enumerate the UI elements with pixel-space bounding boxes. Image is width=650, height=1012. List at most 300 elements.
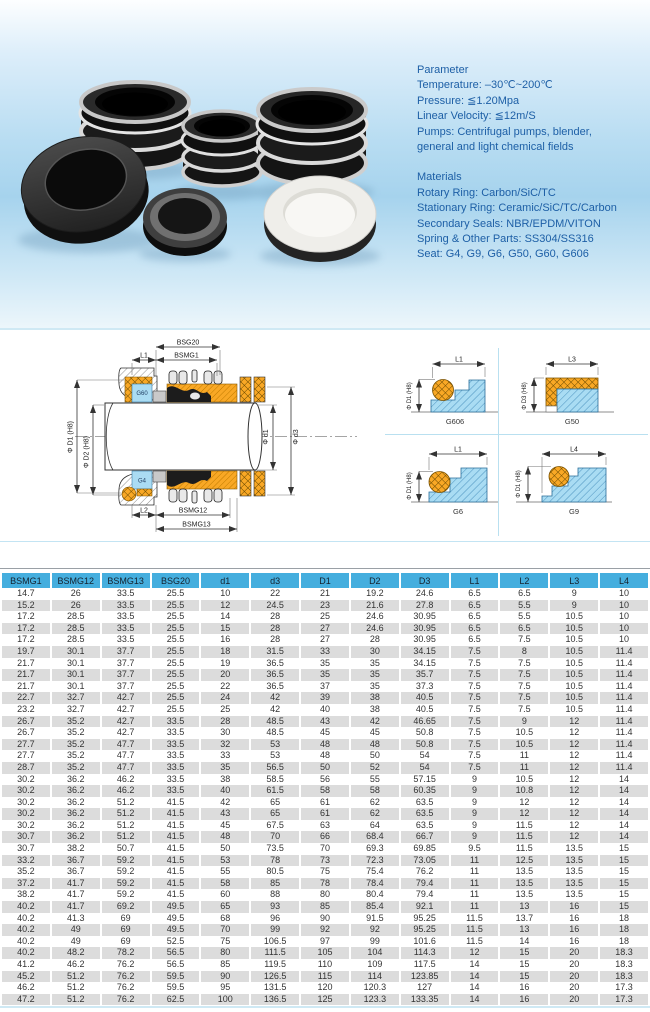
- table-cell: 19.2: [351, 588, 399, 600]
- table-cell: 30.1: [52, 669, 100, 681]
- table-cell: 60.35: [401, 785, 449, 797]
- table-cell: 88: [251, 889, 299, 901]
- table-cell: 36.7: [52, 855, 100, 867]
- small-seat-ring: [143, 188, 227, 256]
- table-cell: 26.7: [2, 727, 50, 739]
- dimension-table-wrap: [0, 573, 650, 1005]
- table-cell: 14: [451, 982, 499, 994]
- table-cell: 51.2: [102, 831, 150, 843]
- table-cell: 28.7: [2, 762, 50, 774]
- table-cell: 11: [451, 878, 499, 890]
- table-cell: 23: [301, 600, 349, 612]
- table-cell: 58: [201, 878, 249, 890]
- table-cell: 33.5: [102, 588, 150, 600]
- table-row: [2, 889, 648, 901]
- materials-line: Seat: G4, G9, G6, G50, G60, G606: [417, 248, 589, 261]
- detail-left-dim: Φ D1 (H8): [407, 472, 413, 500]
- table-cell: 46.65: [401, 716, 449, 728]
- table-row: [2, 634, 648, 646]
- bellows-seal-middle: [182, 111, 262, 186]
- table-cell: 96: [251, 913, 299, 925]
- hero-section: [0, 0, 650, 328]
- detail-name: G6: [452, 507, 464, 516]
- table-cell: 42.7: [102, 704, 150, 716]
- table-cell: 35: [351, 681, 399, 693]
- table-cell: 48: [351, 739, 399, 751]
- table-cell: 20: [201, 669, 249, 681]
- column-header: d3: [251, 573, 299, 588]
- table-cell: 10.5: [550, 669, 598, 681]
- table-cell: 17.3: [600, 994, 648, 1006]
- table-cell: 6.5: [500, 588, 548, 600]
- table-cell: 41.5: [152, 820, 200, 832]
- table-cell: 14: [600, 774, 648, 786]
- table-row: [2, 600, 648, 612]
- column-header: BSMG1: [2, 573, 50, 588]
- table-row: [2, 878, 648, 890]
- table-cell: 54: [401, 762, 449, 774]
- table-cell: 115: [301, 971, 349, 983]
- table-cell: 15: [500, 971, 548, 983]
- table-cell: 7.5: [451, 669, 499, 681]
- materials-title: Materials: [417, 171, 462, 184]
- table-cell: 16: [550, 901, 598, 913]
- table-cell: 76.2: [401, 866, 449, 878]
- table-cell: 56.5: [251, 762, 299, 774]
- table-cell: 40.2: [2, 913, 50, 925]
- table-cell: 41.3: [52, 913, 100, 925]
- table-cell: 47.7: [102, 762, 150, 774]
- table-cell: 42: [251, 692, 299, 704]
- table-cell: 7.5: [451, 716, 499, 728]
- table-cell: 33.5: [152, 750, 200, 762]
- table-cell: 23.2: [2, 704, 50, 716]
- table-cell: 58: [351, 785, 399, 797]
- table-cell: 75.4: [351, 866, 399, 878]
- table-cell: 22: [201, 681, 249, 693]
- table-cell: 46.2: [52, 959, 100, 971]
- table-cell: 73.5: [251, 843, 299, 855]
- table-cell: 10.5: [550, 646, 598, 658]
- table-cell: 21.7: [2, 681, 50, 693]
- table-cell: 51.2: [102, 820, 150, 832]
- table-cell: 24: [201, 692, 249, 704]
- table-cell: 9: [451, 785, 499, 797]
- detail-name: G606: [445, 417, 465, 426]
- seat-label-g4: G4: [137, 478, 147, 485]
- table-cell: 105: [301, 947, 349, 959]
- table-cell: 48: [301, 739, 349, 751]
- table-cell: 117.5: [401, 959, 449, 971]
- column-header: D1: [301, 573, 349, 588]
- table-cell: 131.5: [251, 982, 299, 994]
- table-cell: 78.2: [102, 947, 150, 959]
- table-cell: 28.5: [52, 623, 100, 635]
- table-cell: 50.8: [401, 727, 449, 739]
- table-cell: 64: [351, 820, 399, 832]
- table-cell: 7.5: [500, 669, 548, 681]
- table-cell: 10.5: [500, 727, 548, 739]
- table-cell: 39: [301, 692, 349, 704]
- table-cell: 15: [600, 843, 648, 855]
- table-cell: 47.7: [102, 750, 150, 762]
- table-cell: 33.5: [152, 716, 200, 728]
- table-cell: 30.2: [2, 774, 50, 786]
- table-cell: 7.5: [500, 634, 548, 646]
- table-cell: 13.5: [550, 843, 598, 855]
- table-row: [2, 588, 648, 600]
- parameter-title: Parameter: [417, 64, 469, 76]
- table-row: [2, 808, 648, 820]
- table-row: [2, 797, 648, 809]
- table-cell: 45: [351, 727, 399, 739]
- table-row: [2, 750, 648, 762]
- table-cell: 52.5: [152, 936, 200, 948]
- table-cell: 41.2: [2, 959, 50, 971]
- table-cell: 69: [102, 924, 150, 936]
- table-cell: 15: [600, 878, 648, 890]
- table-cell: 27.8: [401, 600, 449, 612]
- table-cell: 46.2: [102, 785, 150, 797]
- table-cell: 35: [301, 669, 349, 681]
- table-cell: 18: [600, 913, 648, 925]
- table-cell: 30.2: [2, 820, 50, 832]
- table-cell: 19: [201, 658, 249, 670]
- table-cell: 20: [550, 994, 598, 1006]
- detail-left-dim: Φ D1 (H8): [407, 382, 413, 410]
- table-cell: 41.5: [152, 831, 200, 843]
- table-cell: 35.2: [52, 750, 100, 762]
- table-row: [2, 669, 648, 681]
- table-cell: 25.5: [152, 658, 200, 670]
- table-cell: 51.2: [52, 982, 100, 994]
- table-cell: 120: [301, 982, 349, 994]
- table-row: [2, 959, 648, 971]
- table-cell: 7.5: [451, 727, 499, 739]
- table-cell: 12: [451, 947, 499, 959]
- table-cell: 49.5: [152, 913, 200, 925]
- table-cell: 16: [550, 913, 598, 925]
- table-cell: 41.7: [52, 901, 100, 913]
- table-cell: 73: [301, 855, 349, 867]
- table-cell: 10.5: [550, 692, 598, 704]
- table-cell: 7.5: [500, 692, 548, 704]
- table-cell: 69.3: [351, 843, 399, 855]
- table-cell: 41.5: [152, 808, 200, 820]
- table-cell: 18.3: [600, 959, 648, 971]
- table-cell: 20: [550, 959, 598, 971]
- table-cell: 10: [600, 588, 648, 600]
- table-cell: 10.5: [500, 739, 548, 751]
- table-body: [2, 588, 648, 1005]
- table-cell: 30.7: [2, 843, 50, 855]
- table-cell: 12: [550, 820, 598, 832]
- section-divider: [0, 541, 650, 542]
- table-cell: 53: [251, 739, 299, 751]
- table-cell: 66: [301, 831, 349, 843]
- table-cell: 11.4: [600, 716, 648, 728]
- table-cell: 41.5: [152, 866, 200, 878]
- table-cell: 35: [351, 658, 399, 670]
- table-cell: 62.5: [152, 994, 200, 1006]
- table-cell: 57.15: [401, 774, 449, 786]
- table-cell: 18: [600, 924, 648, 936]
- table-cell: 25: [301, 611, 349, 623]
- table-cell: 28.5: [52, 634, 100, 646]
- table-cell: 37.7: [102, 646, 150, 658]
- table-cell: 11: [451, 889, 499, 901]
- table-cell: 40.2: [2, 947, 50, 959]
- materials-line: Spring & Other Parts: SS304/SS316: [417, 233, 594, 246]
- table-cell: 99: [251, 924, 299, 936]
- table-cell: 14: [600, 785, 648, 797]
- table-cell: 10.8: [500, 785, 548, 797]
- table-row: [2, 994, 648, 1006]
- table-cell: 13.5: [550, 889, 598, 901]
- table-cell: 12.5: [500, 855, 548, 867]
- table-cell: 7.5: [451, 762, 499, 774]
- table-cell: 75: [201, 936, 249, 948]
- table-cell: 35.2: [52, 739, 100, 751]
- column-header: D2: [351, 573, 399, 588]
- table-row: [2, 843, 648, 855]
- table-cell: 6.5: [451, 611, 499, 623]
- table-cell: 76.2: [102, 994, 150, 1006]
- table-cell: 75: [301, 866, 349, 878]
- table-cell: 14.7: [2, 588, 50, 600]
- table-cell: 80.5: [251, 866, 299, 878]
- dim-bsmg12: BSMG12: [178, 507, 208, 515]
- table-cell: 14: [600, 808, 648, 820]
- table-cell: 59.5: [152, 982, 200, 994]
- table-cell: 7.5: [451, 692, 499, 704]
- table-top-rule: [0, 568, 650, 569]
- table-cell: 51.2: [102, 797, 150, 809]
- table-cell: 11: [500, 750, 548, 762]
- table-cell: 38: [201, 774, 249, 786]
- table-cell: 25.5: [152, 588, 200, 600]
- table-cell: 95: [201, 982, 249, 994]
- table-cell: 26: [52, 600, 100, 612]
- table-cell: 21.7: [2, 658, 50, 670]
- table-cell: 69: [102, 936, 150, 948]
- table-cell: 33: [201, 750, 249, 762]
- table-cell: 24.5: [251, 600, 299, 612]
- table-cell: 45.2: [2, 971, 50, 983]
- table-cell: 25.5: [152, 623, 200, 635]
- table-cell: 55: [201, 866, 249, 878]
- table-cell: 36.5: [251, 669, 299, 681]
- table-cell: 22.7: [2, 692, 50, 704]
- table-row: [2, 924, 648, 936]
- table-cell: 25.5: [152, 669, 200, 681]
- table-cell: 49.5: [152, 924, 200, 936]
- table-cell: 24.6: [401, 588, 449, 600]
- table-cell: 11.5: [451, 924, 499, 936]
- table-cell: 27: [301, 623, 349, 635]
- table-cell: 7.5: [451, 658, 499, 670]
- table-cell: 13.5: [500, 866, 548, 878]
- bottom-rule: [0, 1006, 650, 1008]
- table-cell: 99: [351, 936, 399, 948]
- table-cell: 35.2: [52, 727, 100, 739]
- shaft: [105, 403, 262, 470]
- table-cell: 42: [201, 797, 249, 809]
- table-cell: 28: [251, 623, 299, 635]
- table-cell: 9: [451, 820, 499, 832]
- table-cell: 63.5: [401, 797, 449, 809]
- table-cell: 15: [500, 947, 548, 959]
- table-cell: 69.2: [102, 901, 150, 913]
- table-cell: 70: [201, 924, 249, 936]
- table-cell: 6.5: [451, 588, 499, 600]
- table-cell: 10: [600, 611, 648, 623]
- table-cell: 34.15: [401, 646, 449, 658]
- table-cell: 13.5: [550, 855, 598, 867]
- table-cell: 62: [351, 808, 399, 820]
- table-cell: 50.7: [102, 843, 150, 855]
- table-cell: 32.7: [52, 704, 100, 716]
- parameter-line: Pressure: ≦1.20Mpa: [417, 94, 520, 107]
- table-cell: 70: [251, 831, 299, 843]
- parameter-lines: [417, 78, 645, 155]
- table-row: [2, 727, 648, 739]
- table-cell: 35.2: [52, 762, 100, 774]
- table-cell: 16: [500, 982, 548, 994]
- detail-grid-horizontal-divider: [385, 434, 648, 435]
- table-row: [2, 913, 648, 925]
- table-cell: 55: [351, 774, 399, 786]
- table-cell: 59.2: [102, 878, 150, 890]
- table-cell: 37.7: [102, 658, 150, 670]
- column-header: L1: [451, 573, 499, 588]
- dim-phi-d2: Φ D2 (H8): [83, 435, 91, 469]
- table-cell: 40.5: [401, 692, 449, 704]
- table-cell: 36.2: [52, 820, 100, 832]
- table-cell: 33.5: [152, 762, 200, 774]
- table-cell: 76.2: [102, 982, 150, 994]
- table-cell: 59.2: [102, 889, 150, 901]
- table-cell: 41.7: [52, 878, 100, 890]
- dimension-table: [0, 573, 650, 1005]
- table-cell: 12: [550, 750, 598, 762]
- table-cell: 63.5: [401, 820, 449, 832]
- table-cell: 25: [201, 704, 249, 716]
- table-cell: 36.2: [52, 808, 100, 820]
- table-row: [2, 855, 648, 867]
- materials-lines: [417, 186, 645, 263]
- table-cell: 9: [550, 600, 598, 612]
- table-cell: 33.5: [152, 739, 200, 751]
- table-cell: 59.5: [152, 971, 200, 983]
- table-cell: 106.5: [251, 936, 299, 948]
- detail-drawing-g6: [403, 440, 503, 524]
- materials-line: Rotary Ring: Carbon/SiC/TC: [417, 186, 556, 199]
- table-cell: 42: [351, 716, 399, 728]
- table-cell: 59.2: [102, 866, 150, 878]
- table-cell: 11.4: [600, 692, 648, 704]
- table-cell: 15.2: [2, 600, 50, 612]
- table-cell: 78: [251, 855, 299, 867]
- table-cell: 33.5: [102, 634, 150, 646]
- info-gap: [417, 155, 645, 170]
- materials-block: [417, 170, 645, 262]
- table-row: [2, 716, 648, 728]
- table-cell: 42: [251, 704, 299, 716]
- table-cell: 123.3: [351, 994, 399, 1006]
- table-cell: 6.5: [500, 623, 548, 635]
- table-cell: 69.85: [401, 843, 449, 855]
- table-cell: 14: [451, 994, 499, 1006]
- detail-left-dim: Φ D3 (H8): [522, 382, 528, 410]
- table-cell: 49: [52, 924, 100, 936]
- table-cell: 51.2: [102, 808, 150, 820]
- table-cell: 95.25: [401, 913, 449, 925]
- table-cell: 33.5: [152, 727, 200, 739]
- table-cell: 12: [201, 600, 249, 612]
- table-cell: 9: [451, 831, 499, 843]
- table-row: [2, 820, 648, 832]
- table-cell: 72.3: [351, 855, 399, 867]
- table-cell: 25.5: [152, 634, 200, 646]
- table-cell: 50: [351, 750, 399, 762]
- table-cell: 65: [201, 901, 249, 913]
- table-cell: 76.2: [102, 971, 150, 983]
- table-cell: 18.3: [600, 947, 648, 959]
- table-cell: 21.6: [351, 600, 399, 612]
- table-cell: 49.5: [152, 901, 200, 913]
- table-cell: 24.6: [351, 623, 399, 635]
- table-row: [2, 774, 648, 786]
- table-cell: 32: [201, 739, 249, 751]
- table-cell: 33.2: [2, 855, 50, 867]
- table-cell: 12: [550, 808, 598, 820]
- table-cell: 9: [451, 797, 499, 809]
- table-cell: 50: [201, 843, 249, 855]
- table-cell: 48.5: [251, 727, 299, 739]
- table-cell: 10.5: [550, 658, 598, 670]
- column-header: L3: [550, 573, 598, 588]
- detail-name: G9: [568, 507, 580, 516]
- table-cell: 12: [550, 762, 598, 774]
- table-row: [2, 866, 648, 878]
- table-cell: 48: [301, 750, 349, 762]
- table-cell: 16: [500, 994, 548, 1006]
- table-cell: 41.5: [152, 889, 200, 901]
- table-cell: 40: [201, 785, 249, 797]
- table-cell: 30.95: [401, 634, 449, 646]
- table-cell: 16: [550, 936, 598, 948]
- table-cell: 41.7: [52, 889, 100, 901]
- table-cell: 11.5: [500, 831, 548, 843]
- table-cell: 31.5: [251, 646, 299, 658]
- ceramic-ring: [264, 176, 376, 262]
- table-cell: 40: [301, 704, 349, 716]
- table-cell: 20: [550, 982, 598, 994]
- table-cell: 38: [351, 692, 399, 704]
- detail-left-dim: Φ D1 (H8): [516, 470, 522, 498]
- table-cell: 65: [251, 808, 299, 820]
- table-cell: 10.5: [550, 704, 598, 716]
- table-row: [2, 739, 648, 751]
- table-row: [2, 901, 648, 913]
- table-cell: 25.5: [152, 681, 200, 693]
- table-cell: 56: [301, 774, 349, 786]
- table-cell: 11.4: [600, 658, 648, 670]
- table-cell: 7.5: [500, 658, 548, 670]
- table-cell: 110: [301, 959, 349, 971]
- product-photo: [0, 0, 412, 328]
